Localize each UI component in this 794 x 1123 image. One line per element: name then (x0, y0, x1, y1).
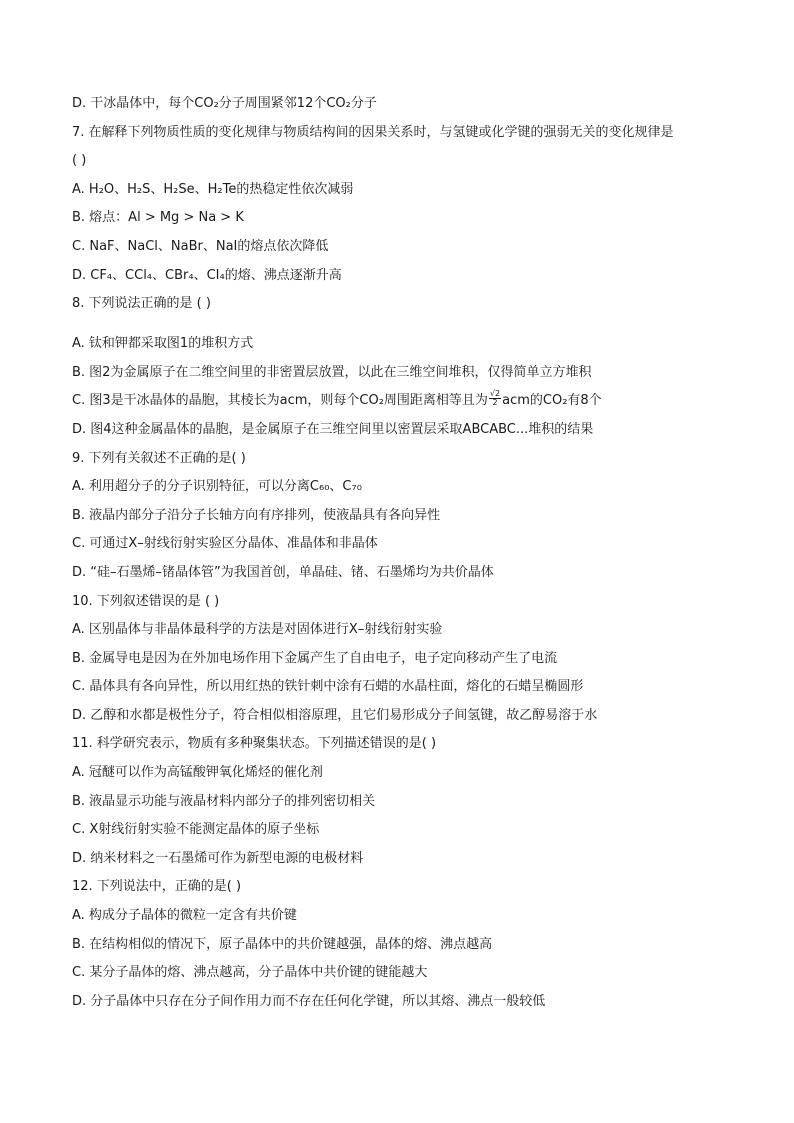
question-11-option-d: D. 纳米材料之一石墨烯可作为新型电源的电极材料 (72, 850, 364, 866)
question-7-option-b: B. 熔点：Al > Mg > Na > K (72, 210, 244, 226)
question-7-option-c: C. NaF、NaCl、NaBr、NaI的熔点依次降低 (72, 238, 329, 254)
question-8-option-c-text-before: C. 图3是干冰晶体的晶胞，其棱长为acm，则每个CO₂周围距离相等且为 (72, 393, 488, 409)
question-8-option-c (72, 391, 732, 411)
question-12-option-a: A. 构成分子晶体的微粒一定含有共价键 (72, 908, 297, 924)
fraction-denominator: 2 (492, 398, 498, 408)
question-8-option-b: B. 图2为金属原子在二维空间里的非密置层放置，以此在三维空间堆积，仅得简单立方堆积 (72, 364, 592, 380)
question-6-option-d: D. 干冰晶体中，每个CO₂分子周围紧邻12个CO₂分子 (72, 96, 377, 111)
question-8-option-a: A. 钛和钾都采取图1的堆积方式 (72, 336, 254, 352)
question-9-stem: 9. 下列有关叙述不正确的是( ) (72, 450, 246, 466)
question-10-option-d: D. 乙醇和水都是极性分子，符合相似相溶原理，且它们易形成分子间氢键，故乙醇易溶于水 (72, 707, 598, 723)
sqrt2-over-2-fraction (489, 390, 501, 407)
question-10-option-b: B. 金属导电是因为在外加电场作用下金属产生了自由电子，电子定向移动产生了电流 (72, 650, 558, 666)
question-12-option-d: D. 分子晶体中只存在分子间作用力而不存在任何化学键，所以其熔、沸点一般较低 (72, 993, 546, 1009)
question-10-option-c: C. 晶体具有各向异性，所以用红热的铁针刺中涂有石蜡的水晶柱面，熔化的石蜡呈椭圆形 (72, 679, 584, 695)
exam-page (72, 94, 732, 1020)
question-11-stem: 11. 科学研究表示，物质有多种聚集状态。下列描述错误的是( ) (72, 736, 437, 752)
question-9-option-a: A. 利用超分子的分子识别特征，可以分离C₆₀、C₇₀ (72, 479, 362, 495)
question-9-option-b: B. 液晶内部分子沿分子长轴方向有序排列，使液晶具有各向异性 (72, 507, 441, 523)
question-12-stem: 12. 下列说法中，正确的是( ) (72, 879, 242, 895)
question-11-option-c: C. X射线衍射实验不能测定晶体的原子坐标 (72, 822, 320, 838)
question-7-option-a: A. H₂O、H₂S、H₂Se、H₂Te的热稳定性依次减弱 (72, 181, 354, 197)
question-7-option-d: D. CF₄、CCl₄、CBr₄、CI₄的熔、沸点逐渐升高 (72, 267, 342, 283)
question-9-option-c: C. 可通过X–射线衍射实验区分晶体、准晶体和非晶体 (72, 536, 378, 552)
question-10-option-a: A. 区别晶体与非晶体最科学的方法是对固体进行X–射线衍射实验 (72, 622, 443, 638)
question-10-stem: 10. 下列叙述错误的是 ( ) (72, 593, 220, 609)
question-11-option-a: A. 冠醚可以作为高锰酸钾氧化烯烃的催化剂 (72, 765, 323, 781)
question-7-answer-paren: ( ) (72, 153, 87, 169)
question-8-option-c-text-after: acm的CO₂有8个 (502, 393, 602, 409)
fraction-numerator: √2 (489, 389, 501, 399)
question-8-stem: 8. 下列说法正确的是 ( ) (72, 296, 211, 312)
question-12-option-b: B. 在结构相似的情况下，原子晶体中的共价键越强，晶体的熔、沸点越高 (72, 936, 493, 952)
question-11-option-b: B. 液晶显示功能与液晶材料内部分子的排列密切相关 (72, 793, 376, 809)
question-12-option-c: C. 某分子晶体的熔、沸点越高，分子晶体中共价键的键能越大 (72, 965, 428, 981)
question-8-option-d: D. 图4这种金属晶体的晶胞，是金属原子在三维空间里以密置层采取ABCABC...堆积的结果 (72, 421, 594, 437)
question-7-stem: 7. 在解释下列物质性质的变化规律与物质结构间的因果关系时，与氢键或化学键的强弱无关的变化规律是 (72, 124, 674, 140)
question-9-option-d: D. “硅–石墨烯–锗晶体管”为我国首创，单晶硅、锗、石墨烯均为共价晶体 (72, 564, 494, 580)
